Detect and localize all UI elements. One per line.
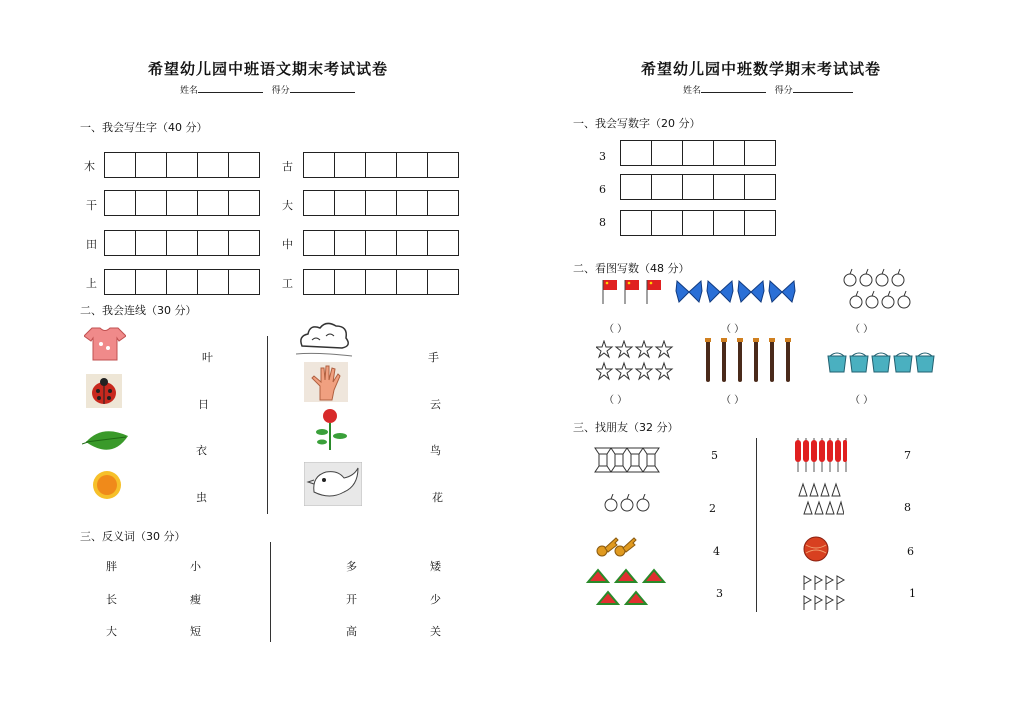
- answer-blank[interactable]: （ ）: [850, 395, 874, 406]
- apples-icon: [604, 494, 652, 512]
- match-word: 鸟: [430, 444, 441, 457]
- writing-grid[interactable]: [104, 269, 260, 295]
- match-word: 手: [428, 351, 439, 364]
- char-label: 木: [84, 160, 95, 173]
- answer-blank[interactable]: （ ）: [721, 324, 745, 335]
- ball-icon: [803, 536, 829, 562]
- right-name-field[interactable]: [683, 83, 853, 96]
- digit-label: 3: [599, 150, 606, 163]
- apples-icon: [842, 266, 912, 314]
- antonym-word: 关: [430, 625, 441, 638]
- divider: [756, 438, 757, 612]
- writing-grid[interactable]: [104, 152, 260, 178]
- candies-icon: [594, 446, 660, 474]
- match-word: 叶: [202, 351, 213, 364]
- answer-blank[interactable]: （ ）: [604, 324, 628, 335]
- answer-blank[interactable]: （ ）: [604, 395, 628, 406]
- leaf-icon: [82, 424, 132, 460]
- writing-grid[interactable]: [303, 152, 459, 178]
- antonym-word: 多: [346, 560, 357, 573]
- left-section-2-heading: 二、我会连线（30 分）: [80, 304, 197, 317]
- friend-number: 4: [713, 545, 720, 558]
- digit-label: 6: [599, 183, 606, 196]
- friend-number: 5: [711, 449, 718, 462]
- antonym-word: 长: [106, 593, 117, 606]
- rose-icon: [310, 406, 354, 450]
- divider: [270, 542, 271, 642]
- left-section-1-heading: 一、我会写生字（40 分）: [80, 121, 208, 134]
- char-label: 田: [86, 238, 97, 251]
- friend-number: 3: [716, 587, 723, 600]
- brushes-icon: [700, 336, 800, 386]
- writing-grid[interactable]: [303, 230, 459, 256]
- candied-haws-icon: [794, 436, 848, 474]
- antonym-word: 大: [106, 625, 117, 638]
- sun-icon: [92, 470, 122, 500]
- right-section-2-heading: 二、看图写数（48 分）: [573, 262, 690, 275]
- friend-number: 7: [904, 449, 911, 462]
- antonym-word: 开: [346, 593, 357, 606]
- char-label: 上: [86, 277, 97, 290]
- cloud-icon: [296, 318, 354, 358]
- match-word: 云: [430, 398, 441, 411]
- butterflies-icon: [674, 278, 800, 306]
- score-label: 得分: [774, 86, 793, 96]
- bird-icon: [304, 462, 362, 506]
- antonym-word: 胖: [106, 560, 117, 573]
- char-label: 中: [282, 238, 293, 251]
- antonym-word: 小: [190, 560, 201, 573]
- antonym-word: 少: [430, 593, 441, 606]
- buckets-icon: [826, 350, 936, 374]
- writing-grid[interactable]: [104, 230, 260, 256]
- right-section-1-heading: 一、我会写数字（20 分）: [573, 117, 701, 130]
- antonym-word: 矮: [430, 560, 441, 573]
- triangles-icon: [798, 482, 844, 516]
- digit-label: 8: [599, 216, 606, 229]
- divider: [267, 336, 268, 514]
- writing-grid[interactable]: [303, 269, 459, 295]
- flags-icon: [601, 278, 667, 306]
- antonym-word: 瘦: [190, 593, 201, 606]
- name-label: 姓名: [683, 86, 702, 96]
- tshirt-icon: [84, 326, 126, 362]
- flags-small-icon: [802, 574, 850, 612]
- left-name-field[interactable]: [180, 83, 355, 96]
- friend-number: 6: [907, 545, 914, 558]
- char-label: 大: [282, 199, 293, 212]
- char-label: 工: [282, 277, 293, 290]
- writing-grid[interactable]: [620, 210, 776, 236]
- name-label: 姓名: [180, 86, 199, 96]
- answer-blank[interactable]: （ ）: [850, 324, 874, 335]
- char-label: 干: [86, 199, 97, 212]
- match-word: 日: [198, 398, 209, 411]
- answer-blank[interactable]: （ ）: [721, 395, 745, 406]
- ladybug-icon: [86, 374, 122, 408]
- antonym-word: 短: [190, 625, 201, 638]
- match-word: 虫: [196, 491, 207, 504]
- right-section-3-heading: 三、找朋友（32 分）: [573, 421, 679, 434]
- score-label: 得分: [271, 86, 290, 96]
- match-word: 衣: [196, 444, 207, 457]
- match-word: 花: [432, 491, 443, 504]
- right-page-title: 希望幼儿园中班数学期末考试试卷: [641, 60, 882, 78]
- watermelon-icon: [586, 566, 672, 608]
- keys-icon: [596, 532, 640, 558]
- writing-grid[interactable]: [620, 174, 776, 200]
- hand-icon: [304, 362, 348, 402]
- friend-number: 2: [709, 502, 716, 515]
- writing-grid[interactable]: [303, 190, 459, 216]
- stars-icon: [596, 340, 678, 382]
- writing-grid[interactable]: [104, 190, 260, 216]
- left-section-3-heading: 三、反义词（30 分）: [80, 530, 186, 543]
- left-page-title: 希望幼儿园中班语文期末考试试卷: [148, 60, 389, 78]
- antonym-word: 高: [346, 625, 357, 638]
- friend-number: 1: [909, 587, 916, 600]
- char-label: 古: [282, 160, 293, 173]
- writing-grid[interactable]: [620, 140, 776, 166]
- friend-number: 8: [904, 501, 911, 514]
